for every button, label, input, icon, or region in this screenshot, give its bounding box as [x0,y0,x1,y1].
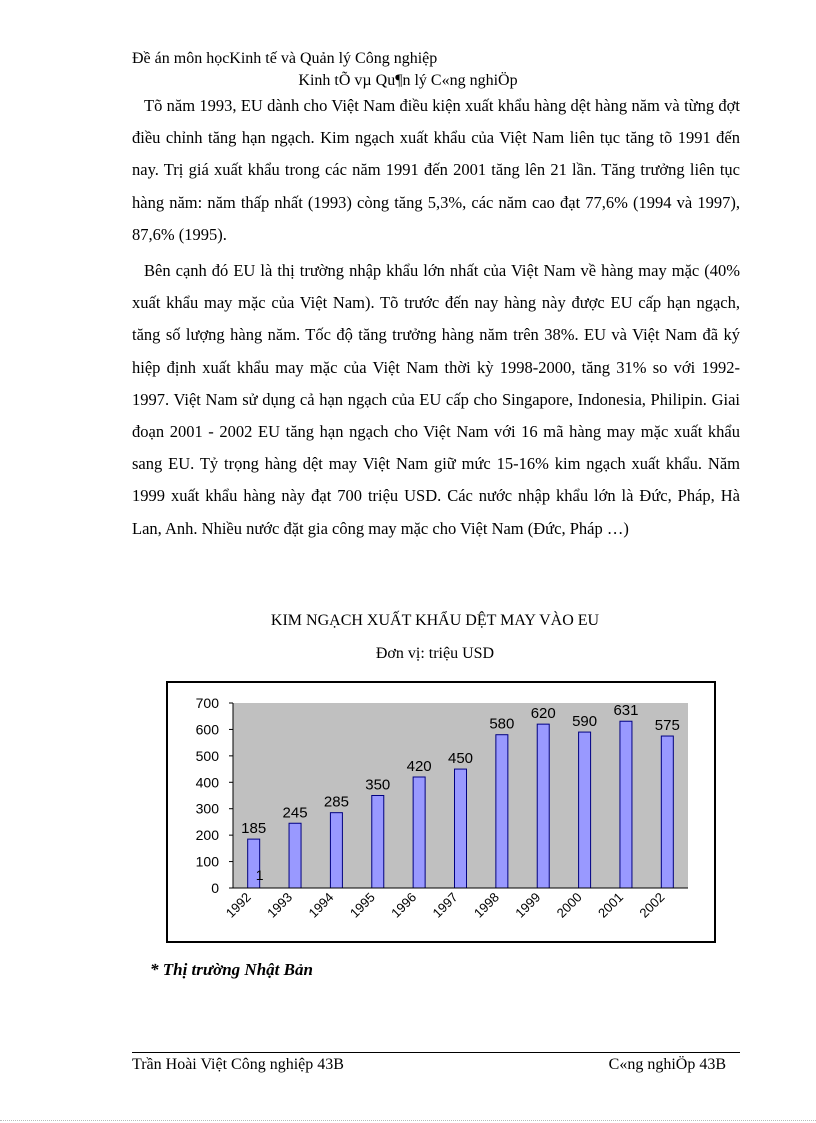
footer-right: C«ng nghiÖp 43B [608,1056,726,1073]
body-paragraph: Tõ năm 1993, EU dành cho Việt Nam điều kiện xuất khẩu hàng dệt hàng năm và từng đợt điều chỉnh tăng hạn ngạch. Kim ngạch xuất khẩu của Việt Nam liên tục tăng tõ 1991 đến nay. Trị giá xuất khẩu trong các năm 1991 đến 2001 tăng lên 21 lần. Tăng trưởng liên tục hàng năm: năm thấp nhất (1993) còng tăng 5,3%, các năm cao đạt 77,6% (1994 và 1997), 87,6% (1995). [132,96,740,244]
section-title: * Thị trường Nhật Bản [150,960,313,979]
y-tick-label: 600 [195,721,219,738]
data-label: 575 [654,717,680,735]
bar [620,721,632,888]
y-tick-label: 200 [195,827,219,844]
x-tick-label: 1996 [388,889,420,921]
page-header: Đề án môn họcKinh tế và Quản lý Công nghiệp [132,50,438,67]
body-paragraph: Bên cạnh đó EU là thị trường nhập khẩu lớn nhất của Việt Nam về hàng may mặc (40% xuất khẩu may mặc của Việt Nam). Tõ trước đến nay hàng này được EU cấp hạn ngạch, tăng số lượng hàng năm. Tốc độ tăng trưởng hàng năm trên 38%. EU và Việt Nam đã ký hiệp định xuất khẩu may mặc của Việt Nam thời kỳ 1998-2000, tăng 31% so với 1992-1997. Việt Nam sử dụng cả hạn ngạch của EU cấp cho Singapore, Indonesia, Philipin. Giai đoạn 2001 - 2002 EU tăng hạn ngạch cho Việt Nam với 16 mã hàng may mặc xuất khẩu sang EU. Tỷ trọng hàng dệt may Việt Nam giữ mức 15-16% kim ngạch xuất khẩu. Năm 1999 xuất khẩu hàng này đạt 700 triệu USD. Các nước nhập khẩu lớn là Đức, Pháp, Hà Lan, Anh. Nhiều nước đặt gia công may mặc cho Việt Nam (Đức, Pháp …) [132,261,740,538]
x-tick-label: 1993 [264,889,296,921]
footer-left: Trần Hoài Việt Công nghiệp 43B [132,1056,344,1073]
x-tick-label: 1997 [429,889,461,921]
x-tick-label: 1995 [346,889,378,921]
bar [496,735,508,888]
data-label: 450 [447,750,474,768]
bar [372,796,384,889]
data-label: 185 [241,820,267,838]
data-label: 350 [365,776,391,794]
bar [537,724,549,888]
x-tick-label: 1999 [512,889,544,921]
bar [455,769,467,888]
chart-title: KIM NGẠCH XUẤT KHẨU DỆT MAY VÀO EU [270,612,600,629]
data-label: 590 [572,713,598,731]
data-label: 420 [406,758,432,775]
data-label: 620 [530,705,556,723]
page-subheader: Kinh tÕ vµ Qu¶n lý C«ng nghiÖp [298,72,518,89]
bar [289,823,301,888]
bar [579,732,591,888]
y-tick-label: 400 [195,774,219,791]
x-tick-label: 1998 [470,889,502,921]
footer-rule [132,1052,740,1053]
bar [413,777,425,888]
x-tick-label: 2002 [636,889,668,921]
x-tick-label: 2001 [595,889,627,921]
chart-annotation: 1 [255,867,264,883]
data-label: 285 [323,793,349,811]
x-tick-label: 1992 [222,889,254,921]
bar [330,813,342,888]
y-tick-label: 100 [195,853,219,870]
chart-unit: Đơn vị: triệu USD [375,645,495,662]
bar [661,736,673,888]
bar-chart [166,681,716,943]
x-tick-label: 2000 [553,889,585,921]
data-label: 631 [613,702,639,720]
y-tick-label: 700 [195,695,219,711]
chart-svg [168,683,714,941]
data-label: 580 [489,715,515,733]
x-tick-label: 1994 [305,889,337,921]
data-label: 245 [282,804,308,822]
page-edge-rule [0,1120,816,1121]
y-tick-label: 0 [211,880,219,896]
y-tick-label: 500 [195,747,219,764]
y-tick-label: 300 [195,800,219,817]
